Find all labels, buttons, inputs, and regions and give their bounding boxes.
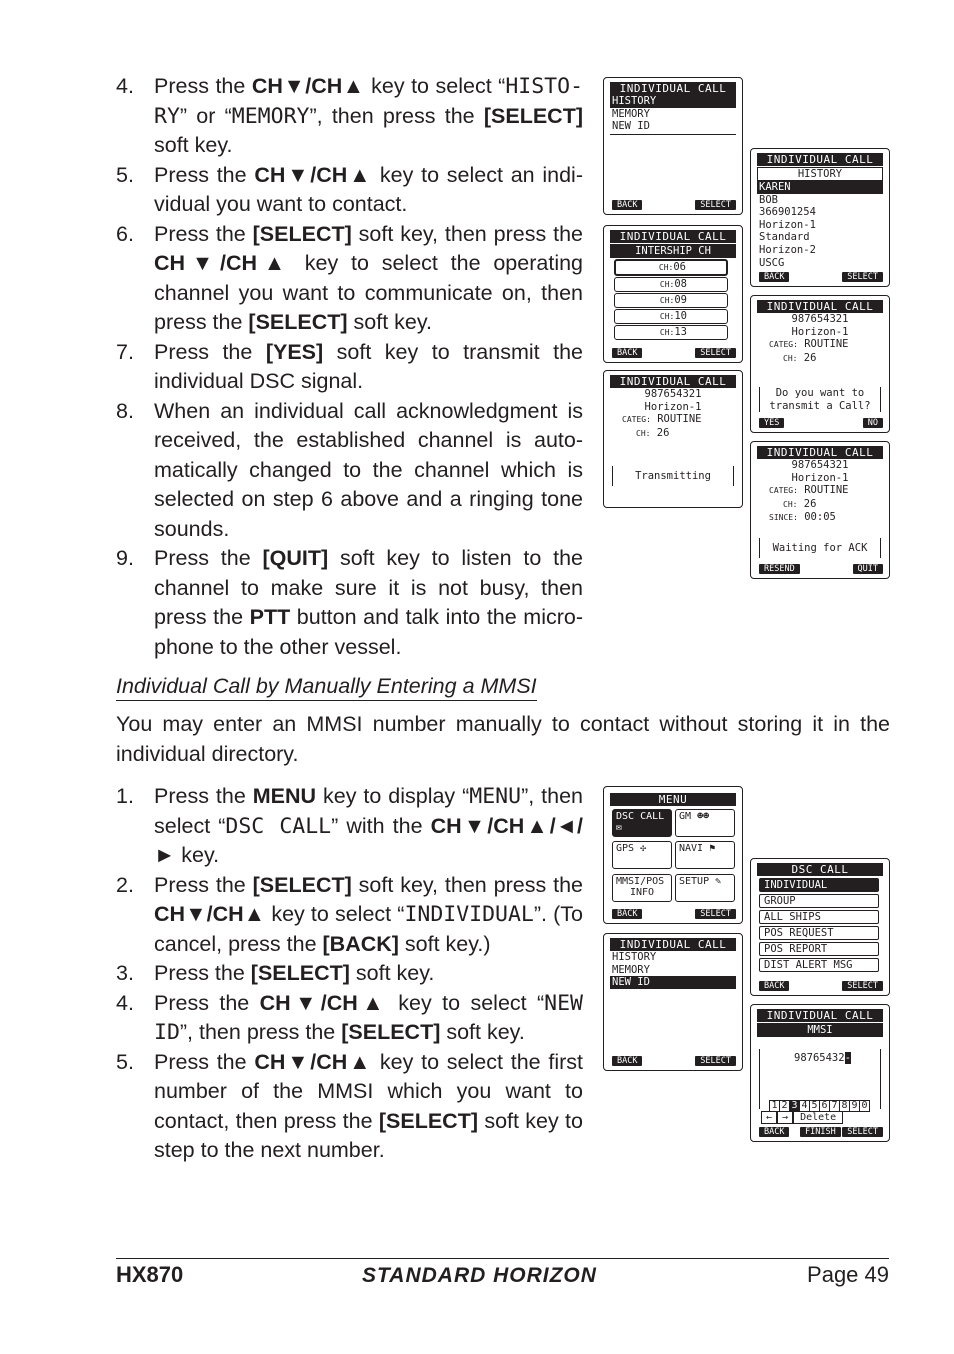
back-softkey[interactable]: BACK bbox=[612, 1056, 642, 1066]
mmsi-step-2: 2. Press the [SELECT] soft key, then press the CH▼/CH▲ key to select “INDIVIDUAL”. (To cancel, press the [BACK] soft key.) bbox=[116, 872, 584, 956]
menu-item-memory[interactable]: MEMORY bbox=[612, 107, 650, 120]
screen-title: INDIVIDUAL CALL bbox=[757, 446, 883, 459]
menu-item-history[interactable]: HISTORY bbox=[612, 951, 657, 963]
dsc-item-individual[interactable]: INDIVIDUAL bbox=[759, 878, 879, 892]
menu-dsc-call-button[interactable]: DSC CALL ✉ bbox=[612, 809, 672, 837]
section-intro: You may enter an MMSI number manually to contact without storing it in the individual directory. bbox=[116, 712, 890, 766]
select-softkey[interactable]: SELECT bbox=[842, 272, 883, 282]
satellite-icon: ✣ bbox=[640, 843, 647, 854]
mmsi-step-5: 5. Press the CH▼/CH▲ key to select the first number of the MMSI which you want to contact, then press the [SELECT] soft key to step to the next number. bbox=[116, 1049, 583, 1162]
mmsi-value: 987654321 bbox=[791, 459, 849, 471]
menu-setup-button[interactable]: SETUP ✎ bbox=[675, 874, 735, 902]
back-softkey[interactable]: BACK bbox=[759, 272, 789, 282]
footer-page-number: Page 49 bbox=[807, 1262, 889, 1287]
edit-keys-row bbox=[761, 1112, 843, 1123]
contact-item[interactable]: 366901254 bbox=[759, 206, 816, 219]
screen-subtitle: INTERSHIP CH bbox=[610, 244, 736, 258]
digit-key[interactable]: 7 bbox=[829, 1100, 840, 1112]
finish-softkey[interactable]: FINISH bbox=[800, 1127, 841, 1137]
digit-key[interactable]: 3 bbox=[789, 1100, 800, 1112]
channel-row[interactable]: CH:10 bbox=[614, 309, 728, 324]
dsc-item-pos-request[interactable]: POS REQUEST bbox=[759, 926, 879, 940]
screen-dsc-call bbox=[750, 858, 890, 996]
screen-title: INDIVIDUAL CALL bbox=[757, 300, 883, 313]
screen-subtitle: HISTORY bbox=[757, 167, 883, 181]
contact-item[interactable]: USCG bbox=[759, 256, 785, 269]
footer-brand-logo: STANDARD HORIZON bbox=[362, 1264, 597, 1287]
digit-key[interactable]: 0 bbox=[859, 1100, 870, 1112]
step-4: 4. Press the CH▼/CH▲ key to select “HISTO-RY” or “MEMORY”, then press the [SELECT] soft key. bbox=[116, 74, 584, 157]
arrow-left-icon[interactable]: ← bbox=[761, 1111, 777, 1124]
menu-item-new-id[interactable]: NEW ID bbox=[612, 120, 650, 133]
category-value: ROUTINE bbox=[804, 338, 849, 351]
screen-main-menu bbox=[603, 786, 743, 924]
channel-value: 26 bbox=[803, 351, 817, 364]
select-softkey[interactable]: SELECT bbox=[695, 1056, 736, 1066]
footer-divider bbox=[116, 1258, 889, 1259]
select-softkey[interactable]: SELECT bbox=[842, 1127, 883, 1137]
back-softkey[interactable]: BACK bbox=[612, 348, 642, 358]
menu-item-history[interactable]: HISTORY bbox=[610, 95, 736, 108]
screen-title: INDIVIDUAL CALL bbox=[610, 82, 736, 95]
mmsi-value: 987654321 bbox=[644, 388, 702, 400]
vessel-name: Horizon-1 bbox=[791, 471, 849, 484]
screen-title: INDIVIDUAL CALL bbox=[610, 375, 736, 388]
screen-mmsi-entry bbox=[750, 1004, 890, 1142]
contact-item[interactable]: KAREN bbox=[757, 181, 883, 194]
channel-row[interactable]: CH:09 bbox=[614, 293, 728, 308]
yes-softkey[interactable]: YES bbox=[759, 418, 784, 428]
screen-confirm-transmit: INDIVIDUAL CALL 987654321 Horizon-1 CATEG: ROUTINE CH: 26 Do you want to transmit a Call? YES NO bbox=[750, 295, 890, 433]
resend-softkey[interactable]: RESEND bbox=[759, 564, 800, 574]
vessel-name: Horizon-1 bbox=[644, 400, 702, 413]
menu-mmsi-pos-info-button[interactable]: MMSI/POS INFO bbox=[612, 874, 672, 902]
mmsi-entry-value: 98765432 bbox=[794, 1052, 845, 1064]
select-softkey[interactable]: SELECT bbox=[695, 909, 736, 919]
contact-item[interactable]: BOB bbox=[759, 193, 778, 206]
digit-key[interactable]: 1 bbox=[769, 1100, 780, 1112]
cursor: - bbox=[844, 1052, 851, 1064]
waiting-status: Waiting for ACK bbox=[759, 538, 881, 558]
digit-key[interactable]: 6 bbox=[819, 1100, 830, 1112]
screen-subtitle: MMSI bbox=[757, 1023, 883, 1037]
since-value: 00:05 bbox=[804, 511, 836, 524]
screen-individual-call-new-id bbox=[603, 933, 743, 1071]
dsc-item-dist-alert[interactable]: DIST ALERT MSG bbox=[759, 958, 879, 972]
menu-item-new-id[interactable]: NEW ID bbox=[610, 976, 736, 989]
digit-key[interactable]: 5 bbox=[809, 1100, 820, 1112]
screen-title: INDIVIDUAL CALL bbox=[610, 230, 736, 243]
channel-row[interactable]: CH:08 bbox=[614, 277, 728, 292]
back-softkey[interactable]: BACK bbox=[612, 200, 642, 210]
quit-softkey[interactable]: QUIT bbox=[853, 564, 883, 574]
confirm-message: Do you want to transmit a Call? bbox=[759, 387, 881, 412]
steps-list-bottom bbox=[116, 782, 583, 1166]
screen-individual-call-menu bbox=[603, 77, 743, 215]
screen-history-list bbox=[750, 148, 890, 287]
digit-key[interactable]: 2 bbox=[779, 1100, 790, 1112]
step-8: 8. When an individual call acknowledgment is received, the established channel is auto-matically changed to the channel which is selected on step 6 above and a ringing tone sounds. bbox=[116, 398, 583, 541]
step-7: 7. Press the [YES] soft key to transmit the individual DSC signal. bbox=[116, 339, 583, 393]
section-title: Individual Call by Manually Entering a MMSI bbox=[116, 674, 537, 701]
vessel-name: Horizon-1 bbox=[791, 325, 849, 338]
footer-model: HX870 bbox=[116, 1262, 184, 1287]
screen-title: DSC CALL bbox=[757, 863, 883, 876]
no-softkey[interactable]: NO bbox=[863, 418, 883, 428]
step-6: 6. Press the [SELECT] soft key, then press the CH▼/CH▲ key to select the operating channel you want to communicate on, then press the [SELECT] soft key. bbox=[116, 221, 584, 334]
select-softkey[interactable]: SELECT bbox=[842, 981, 883, 991]
mmsi-step-4: 4. Press the CH▼/CH▲ key to select “NEW ID”, then press the [SELECT] soft key. bbox=[116, 990, 584, 1045]
channel-row[interactable]: CH:06 bbox=[614, 259, 728, 276]
transmitting-status: Transmitting bbox=[612, 466, 734, 486]
digit-key[interactable]: 9 bbox=[849, 1100, 860, 1112]
back-softkey[interactable]: BACK bbox=[759, 1127, 789, 1137]
select-softkey[interactable]: SELECT bbox=[695, 200, 736, 210]
menu-navi-button[interactable]: NAVI ⚑ bbox=[675, 841, 735, 869]
wrench-icon: ✎ bbox=[715, 876, 722, 887]
select-softkey[interactable]: SELECT bbox=[695, 348, 736, 358]
screen-title: INDIVIDUAL CALL bbox=[757, 1009, 883, 1022]
channel-row[interactable]: CH:13 bbox=[614, 325, 728, 340]
screen-title: INDIVIDUAL CALL bbox=[757, 153, 883, 166]
steps-list-top bbox=[116, 72, 583, 662]
menu-item-memory[interactable]: MEMORY bbox=[612, 963, 650, 976]
step-5: 5. Press the CH▼/CH▲ key to select an indi-vidual you want to contact. bbox=[116, 162, 583, 216]
group-icon: ☻☻ bbox=[697, 811, 710, 822]
contact-item[interactable]: Horizon-2 bbox=[759, 243, 816, 256]
screen-transmitting: INDIVIDUAL CALL 987654321 Horizon-1 CATEG: ROUTINE CH: 26 Transmitting bbox=[603, 370, 743, 508]
screen-title: MENU bbox=[610, 793, 736, 806]
screen-title: INDIVIDUAL CALL bbox=[610, 938, 736, 951]
delete-key[interactable]: Delete bbox=[793, 1111, 843, 1124]
back-softkey[interactable]: BACK bbox=[612, 909, 642, 919]
back-softkey[interactable]: BACK bbox=[759, 981, 789, 991]
menu-gps-button[interactable]: GPS ✣ bbox=[612, 841, 672, 869]
digit-key[interactable]: 8 bbox=[839, 1100, 850, 1112]
screen-waiting-ack: INDIVIDUAL CALL 987654321 Horizon-1 CATEG: ROUTINE CH: 26 SINCE: 00:05 Waiting for ACK RESEND QUIT bbox=[750, 441, 890, 579]
arrow-right-icon[interactable]: → bbox=[777, 1111, 793, 1124]
step-9: 9. Press the [QUIT] soft key to listen to the channel to make sure it is not busy, then press the PTT button and talk into the micro-phone to the other vessel. bbox=[116, 546, 583, 659]
contact-item[interactable]: Standard bbox=[759, 231, 810, 244]
menu-gm-button[interactable]: GM ☻☻ bbox=[675, 809, 735, 837]
mmsi-step-3: 3. Press the [SELECT] soft key. bbox=[116, 961, 435, 985]
dsc-item-group[interactable]: GROUP bbox=[759, 894, 879, 908]
dsc-item-all-ships[interactable]: ALL SHIPS bbox=[759, 910, 879, 924]
mmsi-step-1: 1. Press the MENU key to display “MENU”, then select “DSC CALL” with the CH▼/CH▲/◄/► key. bbox=[116, 784, 583, 867]
contact-item[interactable]: Horizon-1 bbox=[759, 218, 816, 231]
dsc-item-pos-report[interactable]: POS REPORT bbox=[759, 942, 879, 956]
screen-intership-channel bbox=[603, 225, 743, 363]
digit-key[interactable]: 4 bbox=[799, 1100, 810, 1112]
mmsi-value: 987654321 bbox=[791, 313, 849, 325]
flag-icon: ⚑ bbox=[709, 843, 716, 854]
envelope-icon: ✉ bbox=[616, 822, 623, 833]
